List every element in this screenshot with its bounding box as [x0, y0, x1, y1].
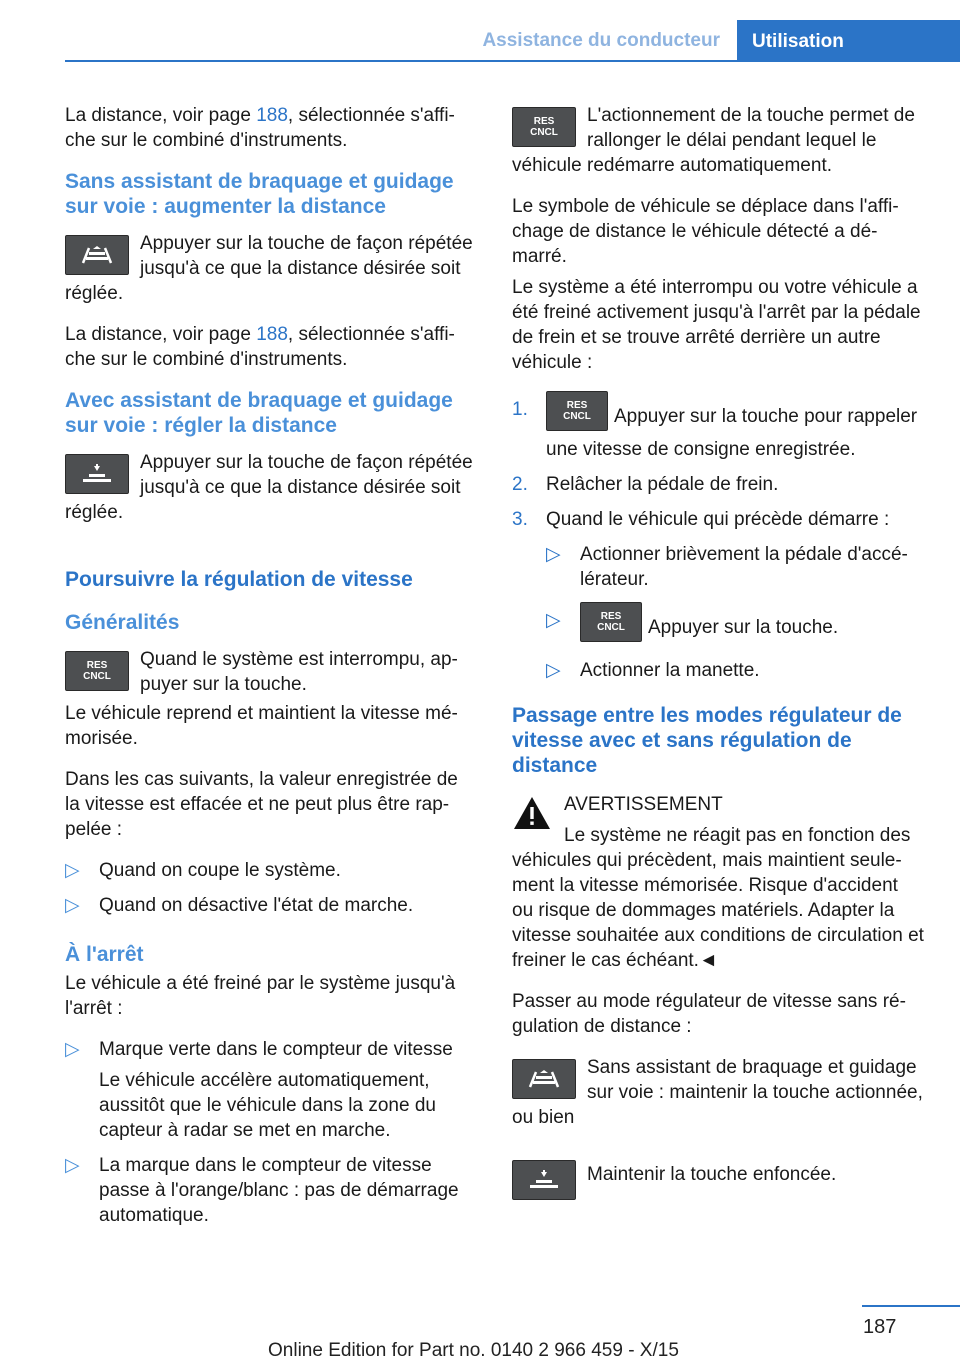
list-item: ▷ Actionner la manette. — [546, 660, 760, 681]
page-number: 187 — [863, 1316, 897, 1338]
warning-triangle-icon — [512, 794, 552, 832]
res-cncl-button-icon: RES CNCL — [546, 391, 608, 431]
step-item: 2. Relâcher la pédale de frein. — [512, 474, 779, 495]
list-item: ▷ La marque dans le compteur de vitesse passe à l'orange/blanc : pas de démarrage automatique. — [65, 1155, 459, 1226]
step-item: 3. Quand le véhicule qui précède démarre : ▷ Actionner brièvement la pédale d'accélérateur. ▷ RES CNCL Appuyer sur la touche. ▷ Actionner la manette. — [512, 507, 924, 683]
paragraph-systeme: Le système a été interrompu ou votre véhicule a été freiné activement jusqu'à l'arrêt par la pédale de frein et se trouve arrêté derrière un autre véhicule : — [512, 277, 921, 373]
paragraph-avec: Appuyer sur la touche de façon répétée jusqu'à ce que la distance désirée soit réglée. — [65, 452, 473, 523]
right-column — [512, 103, 924, 1204]
distance-button-icon — [65, 235, 129, 275]
footer-rule — [862, 1305, 960, 1307]
footer-edition: Online Edition for Part no. 0140 2 966 459 - X/15 — [268, 1340, 679, 1361]
paragraph-sans: Appuyer sur la touche de façon répétée jusqu'à ce que la distance désirée soit réglée. — [65, 233, 473, 304]
heading-passage: Passage entre les modes régulateur de vitesse avec et sans régulation de distance — [512, 704, 902, 777]
left-column — [65, 103, 477, 1242]
heading-avec-assistant: Avec assistant de braquage et guidage sur voie : régler la distance — [65, 389, 453, 437]
paragraph-distance-2: La distance, voir page 188, sélectionnée s'affiche sur le combiné d'instruments. — [65, 324, 455, 370]
distance-button-icon — [65, 454, 129, 494]
steps-list — [512, 397, 924, 683]
warning-text: Le système ne réagit pas en fonction des véhicules qui précèdent, mais maintient seulement la vitesse mémorisée. Risque d'accident ou risque de dommages matériels. Adapter la vitesse souhaitée aux conditions de circulation et freiner le cas échéant.◄ — [512, 825, 924, 971]
paragraph-generalites: Quand le système est interrompu, appuyer sur la touche. — [140, 649, 458, 695]
page-link-188[interactable]: 188 — [256, 324, 288, 345]
heading-generalites: Généralités — [65, 611, 180, 634]
list-item: ▷ RES CNCL Appuyer sur la touche. — [546, 608, 924, 648]
list-item: ▷ Quand on coupe le système. — [65, 860, 341, 881]
header-chapter-tab: Utilisation — [737, 20, 960, 61]
paragraph-passer: Passer au mode régulateur de vitesse sans régulation de distance : — [512, 991, 906, 1037]
header-section-title: Assistance du conducteur — [482, 30, 720, 51]
heading-sans-assistant: Sans assistant de braquage et guidage sur voie : augmenter la distance — [65, 170, 454, 218]
list-item: ▷ Quand on désactive l'état de marche. — [65, 895, 414, 916]
warning-title: AVERTISSEMENT — [564, 794, 723, 815]
distance-button-icon — [512, 1160, 576, 1200]
list-cas — [65, 858, 477, 918]
paragraph-maintenir: Maintenir la touche enfoncée. — [587, 1164, 837, 1185]
paragraph-distance-1: La distance, voir page 188, sélectionnée s'affiche sur le combiné d'instruments. — [65, 105, 455, 151]
header-rule — [65, 60, 960, 62]
paragraph-actionnement: L'actionnement de la touche permet de rallonger le délai pendant lequel le véhicule redémarre automatiquement. — [512, 105, 915, 176]
paragraph-sans-assistant: Sans assistant de braquage et guidage sur voie : maintenir la touche actionnée, ou bien — [512, 1057, 923, 1128]
list-item: ▷ Marque verte dans le compteur de vitesse Le véhicule accélère automatiquement, aussitôt que le véhicule dans la zone du capteur à radar se met en marche. — [65, 1039, 453, 1141]
heading-poursuivre: Poursuivre la régulation de vitesse — [65, 568, 413, 591]
distance-button-icon — [512, 1059, 576, 1099]
paragraph-reprend: Le véhicule reprend et maintient la vitesse mémorisée. — [65, 703, 458, 749]
res-cncl-button-icon: RES CNCL — [580, 602, 642, 642]
page-link-188[interactable]: 188 — [256, 105, 288, 126]
paragraph-arret: Le véhicule a été freiné par le système jusqu'à l'arrêt : — [65, 973, 456, 1019]
res-cncl-button-icon: RES CNCL — [512, 107, 576, 147]
substeps-list — [546, 542, 924, 683]
list-item: ▷ Actionner brièvement la pédale d'accélérateur. — [546, 544, 908, 590]
step-item: 1. RES CNCL Appuyer sur la touche pour rappeler une vitesse de consigne enregistrée. — [512, 397, 924, 462]
paragraph-symbole: Le symbole de véhicule se déplace dans l'affichage de distance le véhicule détecté a démarré. — [512, 196, 899, 267]
paragraph-cas: Dans les cas suivants, la valeur enregistrée de la vitesse est effacée et ne peut plus être rappelée : — [65, 769, 458, 840]
res-cncl-button-icon: RES CNCL — [65, 651, 129, 691]
heading-arret: À l'arrêt — [65, 943, 144, 966]
list-arret — [65, 1037, 477, 1228]
